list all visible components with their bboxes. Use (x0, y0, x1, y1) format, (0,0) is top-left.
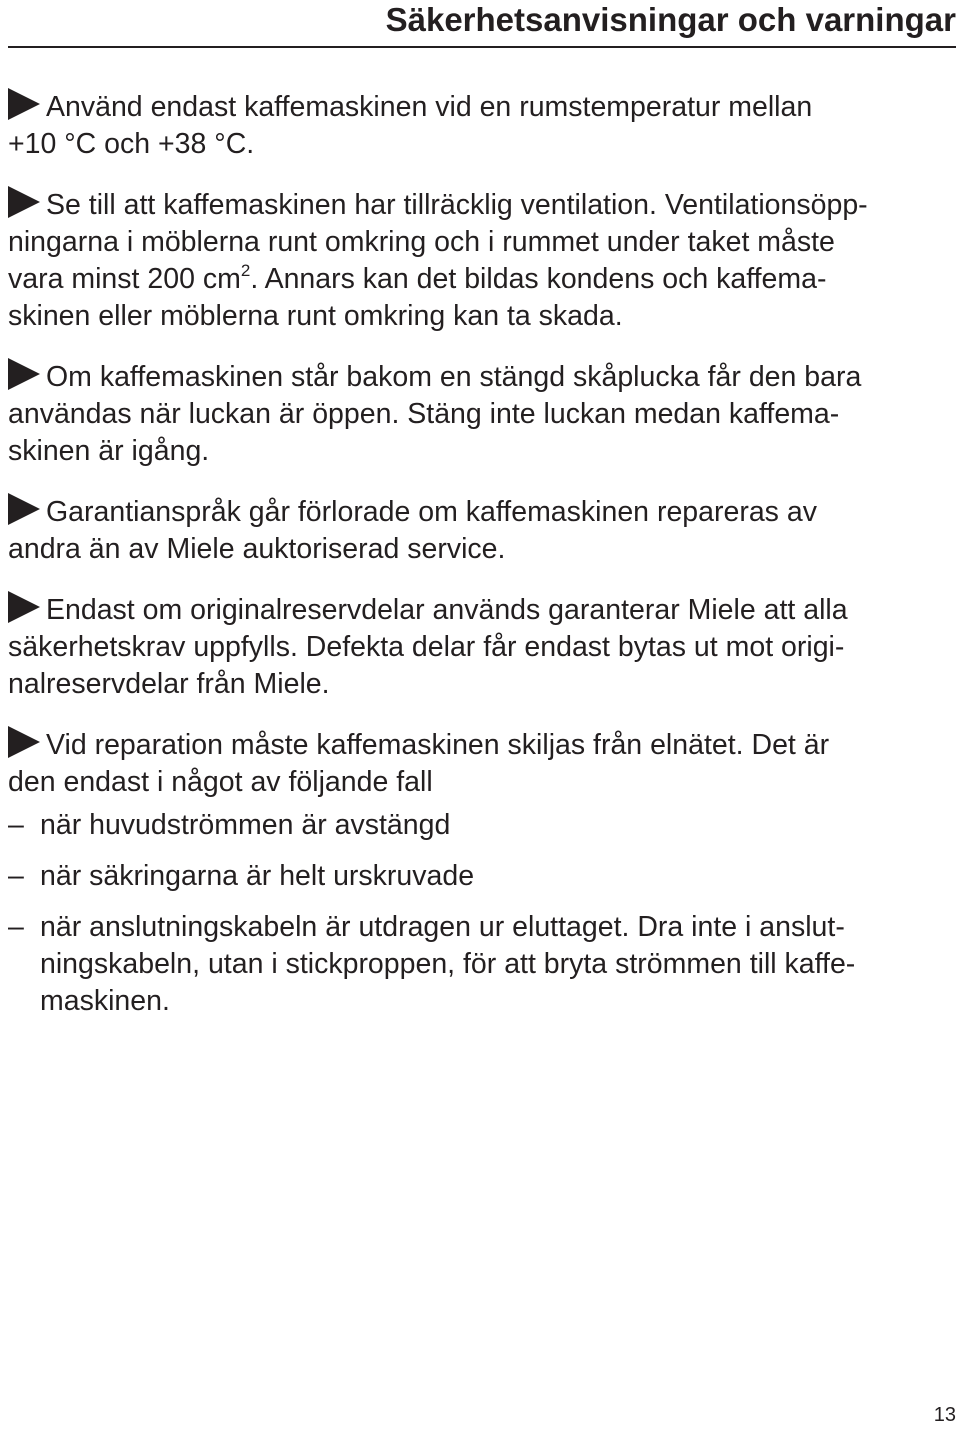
dash-bullet: – (8, 911, 24, 943)
paragraph-line: Vid reparation måste kaffemaskinen skiljas från elnätet. Det är (8, 726, 953, 764)
paragraph-line: +10 °C och +38 °C. (8, 128, 255, 160)
document-body (8, 88, 953, 1034)
paragraph-line: användas när luckan är öppen. Stäng inte luckan medan kaffema- (8, 398, 840, 430)
list-item-line: ningskabeln, utan i stickproppen, för att bryta strömmen till kaffe- (40, 948, 856, 980)
safety-paragraph-spare-parts (8, 591, 953, 703)
dash-bullet: – (8, 860, 24, 892)
paragraph-line: Om kaffemaskinen står bakom en stängd skåplucka får den bara (8, 358, 953, 396)
dash-bullet: – (8, 809, 24, 841)
paragraph-line: Se till att kaffemaskinen har tillräcklig ventilation. Ventilationsöpp- (8, 186, 953, 224)
warning-arrow-icon (8, 493, 40, 525)
list-item-line: maskinen. (40, 985, 170, 1017)
paragraph-line: Använd endast kaffemaskinen vid en rumstemperatur mellan (8, 88, 953, 126)
safety-paragraph-cabinet-door (8, 358, 953, 470)
list-item-line: när anslutningskabeln är utdragen ur eluttaget. Dra inte i anslut- (40, 911, 845, 943)
safety-paragraph-ventilation (8, 186, 953, 335)
paragraph-line: säkerhetskrav uppfylls. Defekta delar får endast bytas ut mot origi- (8, 631, 845, 663)
list-item-line: när huvudströmmen är avstängd (40, 809, 451, 841)
warning-arrow-icon (8, 358, 40, 390)
list-item-cable-unplugged (8, 909, 953, 1020)
paragraph-line: den endast i något av följande fall (8, 766, 433, 798)
list-item-line: när säkringarna är helt urskruvade (40, 860, 475, 892)
paragraph-line: ningarna i möblerna runt omkring och i rummet under taket måste (8, 226, 835, 258)
list-item-main-power-off (8, 807, 953, 844)
safety-paragraph-warranty (8, 493, 953, 568)
paragraph-line: Garantianspråk går förlorade om kaffemaskinen repareras av (8, 493, 953, 531)
warning-arrow-icon (8, 88, 40, 120)
header-divider (8, 46, 956, 48)
paragraph-line: skinen eller möblerna runt omkring kan ta skada. (8, 300, 623, 332)
superscript: 2 (240, 261, 251, 280)
paragraph-line: vara minst 200 $cm^2$. Annars kan det bildas kondens och kaffema- (8, 261, 827, 295)
page-number: 13 (933, 1404, 956, 1426)
paragraph-line: skinen är igång. (8, 435, 210, 467)
paragraph-line: andra än av Miele auktoriserad service. (8, 533, 506, 565)
warning-arrow-icon (8, 591, 40, 623)
paragraph-line: Endast om originalreservdelar används garanterar Miele att alla (8, 591, 953, 629)
warning-arrow-icon (8, 186, 40, 218)
safety-paragraph-repair (8, 726, 953, 801)
list-item-fuses-removed (8, 858, 953, 895)
paragraph-line: nalreservdelar från Miele. (8, 668, 330, 700)
safety-paragraph-temperature (8, 88, 953, 163)
page-header-title: Säkerhetsanvisningar och varningar (385, 1, 956, 38)
warning-arrow-icon (8, 726, 40, 758)
